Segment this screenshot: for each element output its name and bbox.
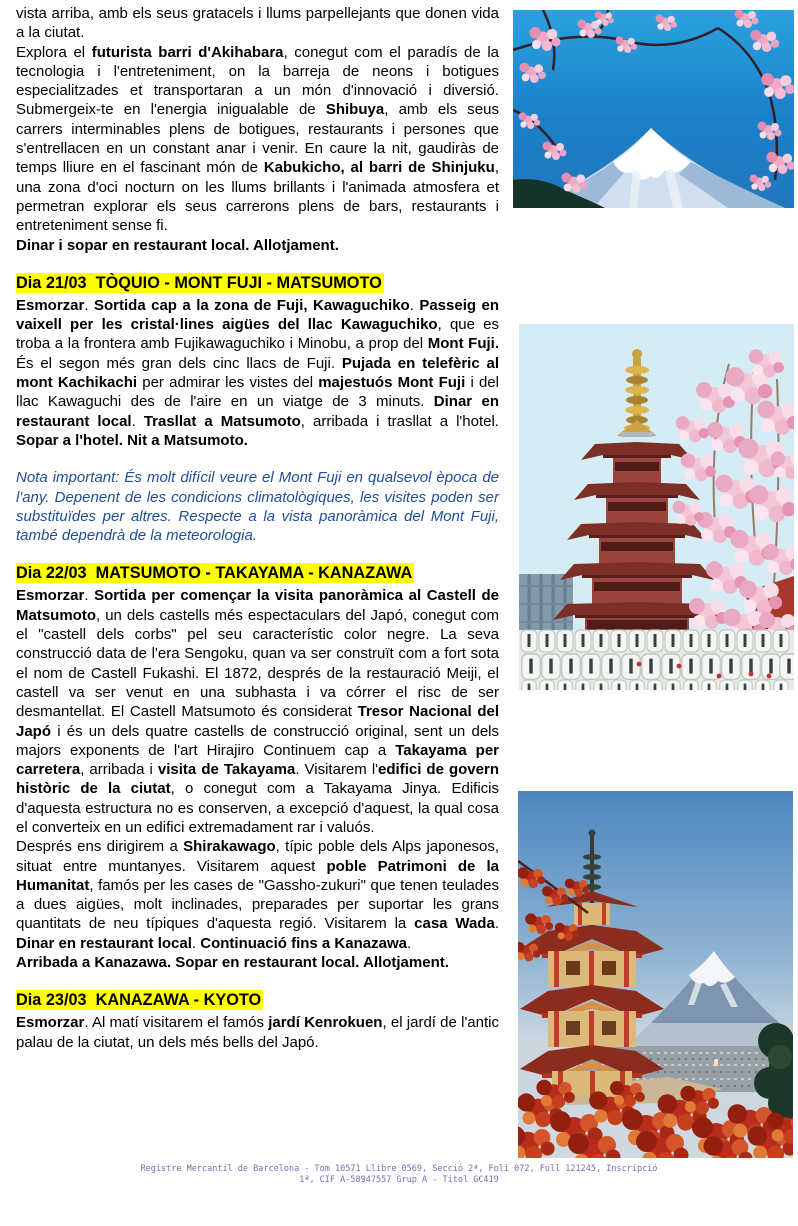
day-23-paragraph: Esmorzar. Al matí visitarem el famós jardí Kenrokuen, el jardí de l'antic palau de la ciutat, un dels més bells del Japó. (16, 1014, 499, 1051)
intro-paragraph: vista arriba, amb els seus gratacels i llums parpellejants que donen vida a la ciutat. (16, 5, 499, 42)
chureito-pagoda-illustration (518, 791, 793, 1158)
legal-footer-line-1: Registre Mercantil de Barcelona - Tom 10571 Llibre 0569, Secció 2ª, Foli 072, Full 121245, Inscripció (140, 1164, 658, 1174)
day-heading-22-03 (16, 563, 499, 584)
legal-footer-line-2: 1ª, CIF A-58947557 Grup A - Títol GC419 (299, 1175, 499, 1185)
pagoda-sakura-illustration (519, 324, 794, 690)
day-21-paragraph: Esmorzar. Sortida cap a la zona de Fuji, Kawaguchiko. Passeig en vaixell per les cristal·lines aigües del llac Kawaguchiko, que es troba a la frontera amb Fujikawaguchiko i Minobu, a prop del Mont Fuji. És el segon més gran dels cinc llacs de Fuji. Pujada en telefèric al mont Kachikachi per admirar les vistes del majestuós Mont Fuji i del llac Kawaguchi des de l'aire en un viatge de 3 minuts. Dinar en restaurant local. Trasllat a Matsumoto, arribada i trasllat a l'hotel. Sopar a l'hotel. Nit a Matsumoto. (16, 296, 500, 449)
day-22-paragraph: Arribada a Kanazawa. Sopar en restaurant local. Allotjament. (16, 954, 449, 972)
day-heading-highlight: Dia 23/03 KANAZAWA - KYOTO (16, 991, 262, 1010)
day-22-paragraph: Esmorzar. Sortida per començar la visita panoràmica al Castell de Matsumoto, un dels castells més espectaculars del Japó, conegut com el "castell dels corbs" pel seu característic color negre. La seva construcció data de l'era Sengoku, quan va ser construït com a fort sota el nom de Castell Fukashi. El 1872, després de la restauració Meiji, el castell va ser venut en una subhasta i va córrer el risc de ser desmantellat. El Castell Matsumoto és considerat Tresor Nacional del Japó i és un dels quatre castells de construcció original, sent un dels majors exponents de l'art Hirajiro Continuem cap a Takayama per carretera, arribada i visita de Takayama. Visitarem l'edifici de govern històric de la ciutat, o conegut com a Takayama Jinya. Edificis d'aquesta estructura no es conserven, a excepció d'aquest, la qual cosa el converteix en un edifici extremadament rar i valuós. (16, 587, 500, 836)
chureito-pagoda-mount-fuji-autumn-photo (518, 791, 793, 1158)
five-story-pagoda-sakura-lanterns-photo (519, 324, 794, 690)
intro-paragraph: Explora el futurista barri d'Akihabara, conegut com el paradís de la tecnologia i l'entreteniment, on la barreja de neons i botigues especialitzades et transportaran a un món d'innovació i diversió. Submergeix-te en l'energia inigualable de Shibuya, amb els seus carrers interminables plens de botigues, restaurants i persones que s'entrellacen en un constant anar i venir. En caure la nit, gaudiràs de temps lliure en el fascinant món de Kabukicho, al barri de Shinjuku, una zona d'oci nocturn on les llums brillants i l'animada atmosfera et permetran explorar els seus carrerons plens de bars, restaurants i entreteniment sense fi. (16, 43, 499, 235)
meals-lodging-line: Dinar i sopar en restaurant local. Allotjament. (16, 236, 339, 254)
important-note: Nota important: És molt difícil veure el Mont Fuji en qualsevol època de l'any. Depenent de les condicions climatològiques, les visites poden ser substituïdes per altres. Respecte a la vista panoràmica del Mont Fuji, també dependrà de la meteorologia. (16, 469, 499, 545)
day-heading-21-03 (16, 273, 499, 294)
day-heading-highlight: Dia 22/03 MATSUMOTO - TAKAYAMA - KANAZAWA (16, 564, 413, 583)
mount-fuji-cherry-blossoms-illustration (513, 10, 794, 208)
day-heading-highlight: Dia 21/03 TÒQUIO - MONT FUJI - MATSUMOTO (16, 273, 382, 292)
itinerary-text-column (16, 4, 499, 1052)
day-22-paragraph: Després ens dirigirem a Shirakawago, típic poble dels Alps japonesos, situat entre muntanyes. Visitarem aquest poble Patrimoni de la Humanitat, famós per les cases de "Gassho-zukuri" que tenen teulades a dues aigües, molt inclinades, preparades per suportar les grans quantitats de neu típiques d'aquesta regió. Visitarem la casa Wada. Dinar en restaurant local. Continuació fins a Kanazawa. (16, 838, 500, 952)
mount-fuji-cherry-blossoms-photo (513, 10, 794, 208)
day-heading-23-03 (16, 990, 499, 1011)
legal-footer (0, 1164, 798, 1186)
